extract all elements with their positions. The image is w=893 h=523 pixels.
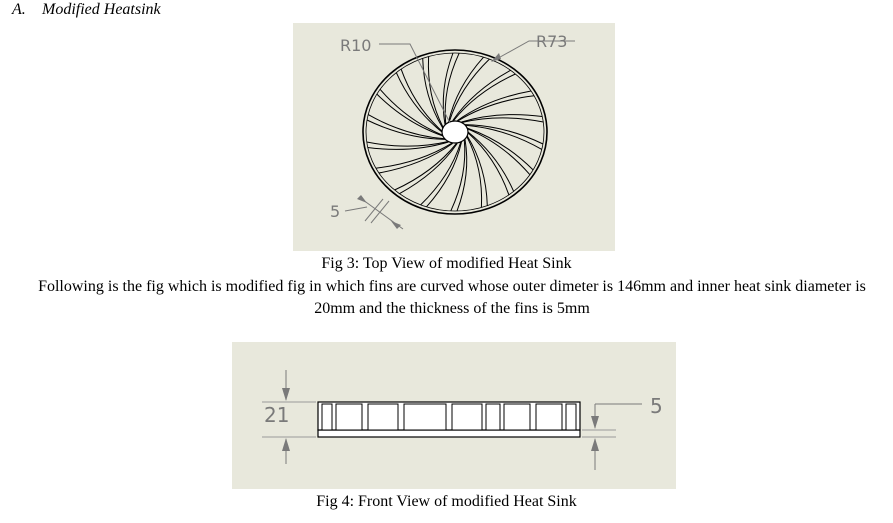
front-fin-block: [452, 404, 482, 430]
fin-curve: [468, 129, 530, 175]
section-title: Modified Heatsink: [42, 1, 161, 18]
fin-curve: [457, 91, 531, 121]
dim-base-arrow-bottom: [591, 438, 599, 451]
fin-curve: [453, 70, 511, 120]
front-fin-block: [504, 404, 530, 430]
section-number: A.: [12, 1, 26, 18]
heatsink-hub: [442, 121, 468, 143]
dim-fin-thickness-label: 5: [330, 202, 341, 221]
front-fin-block: [336, 404, 362, 430]
front-fin-block: [322, 404, 332, 430]
fin-curve: [468, 133, 509, 195]
dim-fin-arrow-1: [357, 195, 367, 203]
fin-curve: [380, 89, 442, 135]
fin-curve: [467, 137, 482, 208]
fin-curve: [458, 96, 534, 121]
fin-curve: [376, 143, 452, 168]
dim-height-label: 21: [264, 403, 290, 427]
dim-fin-arrow-2: [391, 221, 401, 229]
dim-height-arrow-bottom: [282, 438, 290, 451]
fin-curve: [449, 59, 489, 122]
top-view-svg: [293, 23, 615, 251]
fin-curve: [379, 143, 453, 173]
dim-fin-ext-1: [365, 199, 383, 221]
front-fin-block: [404, 404, 446, 430]
top-view-drawing: [293, 23, 615, 251]
dim-r10-label: R10: [340, 36, 372, 55]
front-fin-block: [566, 404, 576, 430]
front-view-drawing: [232, 342, 676, 489]
dim-r10-leader: [379, 44, 450, 123]
dim-r73-label: R73: [536, 32, 568, 51]
front-fin-block: [486, 404, 500, 430]
figure-3-caption: Fig 3: Top View of modified Heat Sink: [321, 255, 572, 272]
fin-curve: [421, 142, 461, 205]
body-paragraph: Following is the fig which is modified fig in which fins are curved whose outer dimeter is 146mm and inner heat sink diameter is 20mm and the thickness of the fins is 5mm: [38, 278, 866, 317]
dim-fin-leader: [345, 207, 367, 211]
front-view-svg: [232, 342, 676, 489]
fin-curve: [401, 69, 442, 131]
figure-4-caption: Fig 4: Front View of modified Heat Sink: [316, 493, 577, 510]
front-fin-block: [536, 404, 562, 430]
section-heading: [12, 1, 161, 19]
heatsink-base-plate: [318, 430, 580, 437]
dim-height-arrow-top: [282, 388, 290, 401]
front-fin-block: [368, 404, 398, 430]
fin-curve: [399, 143, 457, 193]
dim-base-label: 5: [650, 394, 663, 418]
dim-base-arrow-top: [591, 416, 599, 429]
fin-curve: [428, 57, 443, 128]
